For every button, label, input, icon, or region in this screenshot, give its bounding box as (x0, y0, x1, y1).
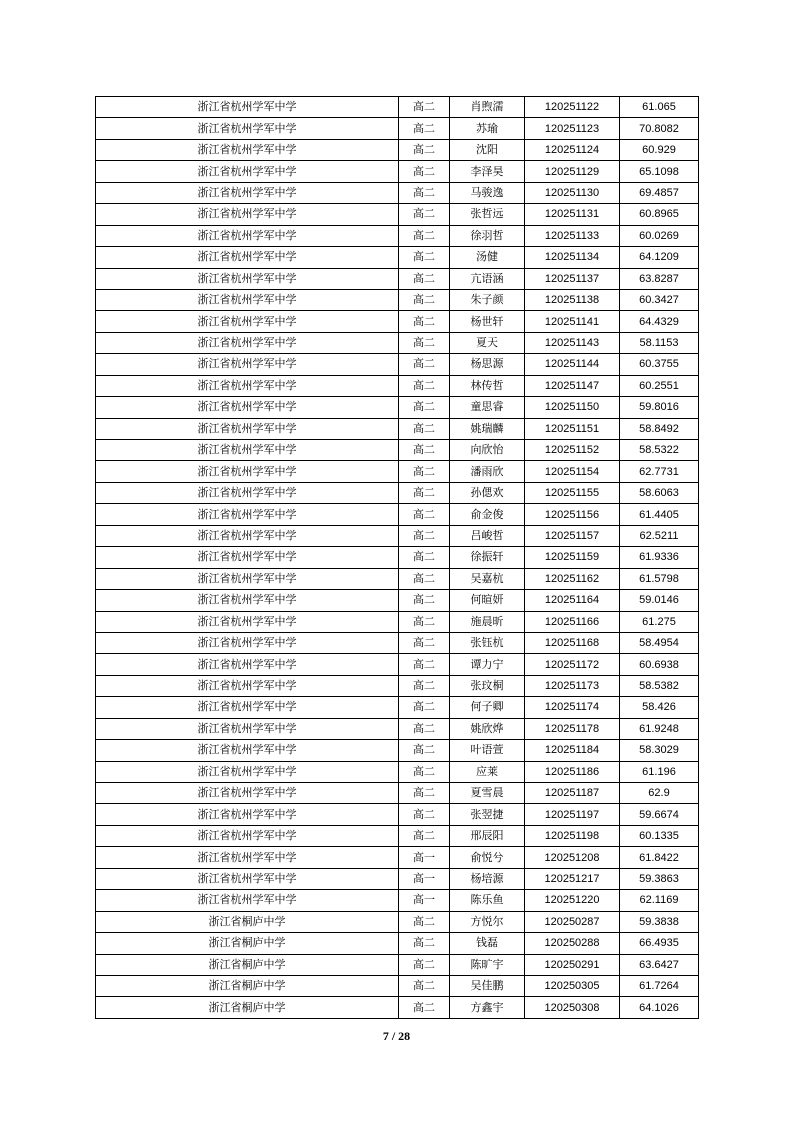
grade-cell: 高二 (399, 375, 450, 396)
grade-cell: 高二 (399, 997, 450, 1018)
student-id-cell: 120251124 (525, 139, 620, 160)
score-cell: 58.6063 (620, 482, 699, 503)
student-name-cell: 徐羽哲 (450, 225, 525, 246)
student-name-cell: 亢语涵 (450, 268, 525, 289)
school-cell: 浙江省杭州学军中学 (96, 697, 399, 718)
table-row (96, 654, 699, 675)
score-cell: 59.3863 (620, 868, 699, 889)
school-cell: 浙江省杭州学军中学 (96, 504, 399, 525)
table-row (96, 590, 699, 611)
grade-cell: 高二 (399, 525, 450, 546)
student-id-cell: 120251134 (525, 247, 620, 268)
score-cell: 60.1335 (620, 825, 699, 846)
score-cell: 59.0146 (620, 590, 699, 611)
school-cell: 浙江省杭州学军中学 (96, 654, 399, 675)
grade-cell: 高二 (399, 547, 450, 568)
grade-cell: 高二 (399, 697, 450, 718)
grade-cell: 高二 (399, 632, 450, 653)
grade-cell: 高二 (399, 654, 450, 675)
school-cell: 浙江省杭州学军中学 (96, 675, 399, 696)
school-cell: 浙江省杭州学军中学 (96, 247, 399, 268)
score-cell: 61.9248 (620, 718, 699, 739)
score-cell: 62.5211 (620, 525, 699, 546)
student-name-cell: 李泽昊 (450, 161, 525, 182)
score-cell: 65.1098 (620, 161, 699, 182)
score-cell: 58.4954 (620, 632, 699, 653)
student-id-cell: 120251154 (525, 461, 620, 482)
table-row (96, 547, 699, 568)
student-id-cell: 120251157 (525, 525, 620, 546)
student-id-cell: 120251187 (525, 783, 620, 804)
grade-cell: 高二 (399, 397, 450, 418)
student-name-cell: 姚瑞麟 (450, 418, 525, 439)
grade-cell: 高二 (399, 611, 450, 632)
score-cell: 59.3838 (620, 911, 699, 932)
table-row (96, 204, 699, 225)
table-row (96, 161, 699, 182)
score-cell: 61.8422 (620, 847, 699, 868)
school-cell: 浙江省杭州学军中学 (96, 611, 399, 632)
student-name-cell: 叶语萱 (450, 740, 525, 761)
table-row (96, 632, 699, 653)
score-cell: 64.1209 (620, 247, 699, 268)
table-row (96, 182, 699, 203)
school-cell: 浙江省杭州学军中学 (96, 590, 399, 611)
table-row (96, 718, 699, 739)
school-cell: 浙江省杭州学军中学 (96, 825, 399, 846)
grade-cell: 高二 (399, 825, 450, 846)
student-name-cell: 杨培源 (450, 868, 525, 889)
student-name-cell: 杨思源 (450, 354, 525, 375)
student-id-cell: 120250287 (525, 911, 620, 932)
school-cell: 浙江省桐庐中学 (96, 975, 399, 996)
table-row (96, 740, 699, 761)
student-id-cell: 120250308 (525, 997, 620, 1018)
grade-cell: 高二 (399, 590, 450, 611)
table-row (96, 268, 699, 289)
grade-cell: 高二 (399, 954, 450, 975)
student-id-cell: 120251129 (525, 161, 620, 182)
student-name-cell: 马骏逸 (450, 182, 525, 203)
score-table-body (96, 97, 699, 1019)
score-cell: 61.5798 (620, 568, 699, 589)
table-row (96, 975, 699, 996)
grade-cell: 高二 (399, 675, 450, 696)
grade-cell: 高二 (399, 139, 450, 160)
grade-cell: 高二 (399, 911, 450, 932)
score-cell: 64.1026 (620, 997, 699, 1018)
grade-cell: 高二 (399, 418, 450, 439)
score-cell: 58.3029 (620, 740, 699, 761)
grade-cell: 高二 (399, 568, 450, 589)
grade-cell: 高二 (399, 204, 450, 225)
school-cell: 浙江省杭州学军中学 (96, 375, 399, 396)
school-cell: 浙江省杭州学军中学 (96, 718, 399, 739)
score-cell: 61.065 (620, 97, 699, 118)
grade-cell: 高二 (399, 740, 450, 761)
table-row (96, 890, 699, 911)
score-cell: 70.8082 (620, 118, 699, 139)
grade-cell: 高二 (399, 268, 450, 289)
student-name-cell: 张玟桐 (450, 675, 525, 696)
school-cell: 浙江省杭州学军中学 (96, 182, 399, 203)
grade-cell: 高一 (399, 890, 450, 911)
student-name-cell: 钱磊 (450, 933, 525, 954)
student-id-cell: 120250291 (525, 954, 620, 975)
school-cell: 浙江省杭州学军中学 (96, 397, 399, 418)
table-row (96, 139, 699, 160)
school-cell: 浙江省杭州学军中学 (96, 332, 399, 353)
score-cell: 59.6674 (620, 804, 699, 825)
student-name-cell: 夏雪晨 (450, 783, 525, 804)
student-id-cell: 120251151 (525, 418, 620, 439)
student-name-cell: 潘雨欣 (450, 461, 525, 482)
table-row (96, 697, 699, 718)
student-name-cell: 吕峻哲 (450, 525, 525, 546)
score-cell: 60.6938 (620, 654, 699, 675)
table-row (96, 675, 699, 696)
student-id-cell: 120251152 (525, 440, 620, 461)
school-cell: 浙江省桐庐中学 (96, 911, 399, 932)
table-row (96, 804, 699, 825)
student-name-cell: 方鑫宇 (450, 997, 525, 1018)
school-cell: 浙江省杭州学军中学 (96, 139, 399, 160)
student-name-cell: 何暄妍 (450, 590, 525, 611)
grade-cell: 高二 (399, 761, 450, 782)
table-row (96, 225, 699, 246)
student-id-cell: 120251143 (525, 332, 620, 353)
school-cell: 浙江省杭州学军中学 (96, 847, 399, 868)
score-cell: 62.7731 (620, 461, 699, 482)
table-row (96, 482, 699, 503)
school-cell: 浙江省桐庐中学 (96, 997, 399, 1018)
student-id-cell: 120251168 (525, 632, 620, 653)
student-id-cell: 120251172 (525, 654, 620, 675)
student-id-cell: 120250305 (525, 975, 620, 996)
school-cell: 浙江省杭州学军中学 (96, 632, 399, 653)
school-cell: 浙江省杭州学军中学 (96, 761, 399, 782)
student-id-cell: 120251131 (525, 204, 620, 225)
student-name-cell: 杨世轩 (450, 311, 525, 332)
student-id-cell: 120250288 (525, 933, 620, 954)
grade-cell: 高一 (399, 847, 450, 868)
score-table (95, 96, 699, 1019)
score-cell: 60.0269 (620, 225, 699, 246)
student-id-cell: 120251162 (525, 568, 620, 589)
school-cell: 浙江省杭州学军中学 (96, 525, 399, 546)
table-row (96, 611, 699, 632)
student-name-cell: 孙偲欢 (450, 482, 525, 503)
table-row (96, 568, 699, 589)
student-id-cell: 120251155 (525, 482, 620, 503)
student-name-cell: 肖煦濡 (450, 97, 525, 118)
table-row (96, 247, 699, 268)
school-cell: 浙江省杭州学军中学 (96, 804, 399, 825)
student-id-cell: 120251173 (525, 675, 620, 696)
score-cell: 62.1169 (620, 890, 699, 911)
grade-cell: 高二 (399, 933, 450, 954)
student-id-cell: 120251122 (525, 97, 620, 118)
student-id-cell: 120251130 (525, 182, 620, 203)
grade-cell: 高二 (399, 97, 450, 118)
table-row (96, 289, 699, 310)
score-cell: 61.9336 (620, 547, 699, 568)
school-cell: 浙江省杭州学军中学 (96, 225, 399, 246)
table-row (96, 954, 699, 975)
grade-cell: 高二 (399, 354, 450, 375)
school-cell: 浙江省杭州学军中学 (96, 204, 399, 225)
school-cell: 浙江省杭州学军中学 (96, 890, 399, 911)
student-id-cell: 120251184 (525, 740, 620, 761)
student-id-cell: 120251144 (525, 354, 620, 375)
table-row (96, 97, 699, 118)
score-cell: 69.4857 (620, 182, 699, 203)
score-cell: 60.8965 (620, 204, 699, 225)
student-id-cell: 120251138 (525, 289, 620, 310)
grade-cell: 高二 (399, 783, 450, 804)
score-cell: 61.4405 (620, 504, 699, 525)
school-cell: 浙江省杭州学军中学 (96, 482, 399, 503)
table-row (96, 525, 699, 546)
student-name-cell: 施晨昕 (450, 611, 525, 632)
student-name-cell: 朱子颜 (450, 289, 525, 310)
score-cell: 60.929 (620, 139, 699, 160)
student-name-cell: 邢辰阳 (450, 825, 525, 846)
score-cell: 58.426 (620, 697, 699, 718)
student-id-cell: 120251208 (525, 847, 620, 868)
student-id-cell: 120251166 (525, 611, 620, 632)
student-name-cell: 方悦尔 (450, 911, 525, 932)
grade-cell: 高二 (399, 289, 450, 310)
school-cell: 浙江省桐庐中学 (96, 954, 399, 975)
student-id-cell: 120251156 (525, 504, 620, 525)
table-row (96, 761, 699, 782)
student-id-cell: 120251133 (525, 225, 620, 246)
student-name-cell: 汤健 (450, 247, 525, 268)
table-row (96, 911, 699, 932)
school-cell: 浙江省杭州学军中学 (96, 440, 399, 461)
table-row (96, 997, 699, 1018)
student-id-cell: 120251197 (525, 804, 620, 825)
table-row (96, 118, 699, 139)
score-cell: 61.196 (620, 761, 699, 782)
student-id-cell: 120251141 (525, 311, 620, 332)
table-row (96, 418, 699, 439)
grade-cell: 高二 (399, 718, 450, 739)
score-cell: 63.6427 (620, 954, 699, 975)
score-cell: 66.4935 (620, 933, 699, 954)
student-name-cell: 应莱 (450, 761, 525, 782)
school-cell: 浙江省杭州学军中学 (96, 118, 399, 139)
school-cell: 浙江省桐庐中学 (96, 933, 399, 954)
student-id-cell: 120251150 (525, 397, 620, 418)
score-cell: 61.275 (620, 611, 699, 632)
student-name-cell: 吴嘉杭 (450, 568, 525, 589)
grade-cell: 高二 (399, 804, 450, 825)
student-name-cell: 何子卿 (450, 697, 525, 718)
student-name-cell: 俞金俊 (450, 504, 525, 525)
score-cell: 60.3427 (620, 289, 699, 310)
student-name-cell: 夏天 (450, 332, 525, 353)
student-name-cell: 姚欣烨 (450, 718, 525, 739)
school-cell: 浙江省杭州学军中学 (96, 161, 399, 182)
student-name-cell: 徐振轩 (450, 547, 525, 568)
score-cell: 63.8287 (620, 268, 699, 289)
student-id-cell: 120251164 (525, 590, 620, 611)
grade-cell: 高一 (399, 868, 450, 889)
table-row (96, 783, 699, 804)
student-name-cell: 沈阳 (450, 139, 525, 160)
grade-cell: 高二 (399, 504, 450, 525)
school-cell: 浙江省杭州学军中学 (96, 268, 399, 289)
student-name-cell: 童思睿 (450, 397, 525, 418)
student-id-cell: 120251198 (525, 825, 620, 846)
score-cell: 64.4329 (620, 311, 699, 332)
student-id-cell: 120251220 (525, 890, 620, 911)
page-number: 7 / 28 (382, 1029, 411, 1043)
score-cell: 58.5322 (620, 440, 699, 461)
student-name-cell: 向欣怡 (450, 440, 525, 461)
table-row (96, 825, 699, 846)
student-id-cell: 120251159 (525, 547, 620, 568)
score-cell: 58.8492 (620, 418, 699, 439)
table-row (96, 440, 699, 461)
grade-cell: 高二 (399, 311, 450, 332)
school-cell: 浙江省杭州学军中学 (96, 868, 399, 889)
student-name-cell: 张钰杭 (450, 632, 525, 653)
grade-cell: 高二 (399, 440, 450, 461)
table-row (96, 461, 699, 482)
school-cell: 浙江省杭州学军中学 (96, 97, 399, 118)
student-name-cell: 谭力宁 (450, 654, 525, 675)
table-row (96, 311, 699, 332)
table-row (96, 375, 699, 396)
table-row (96, 397, 699, 418)
school-cell: 浙江省杭州学军中学 (96, 547, 399, 568)
table-row (96, 868, 699, 889)
grade-cell: 高二 (399, 161, 450, 182)
student-id-cell: 120251178 (525, 718, 620, 739)
table-row (96, 354, 699, 375)
score-cell: 58.1153 (620, 332, 699, 353)
student-id-cell: 120251137 (525, 268, 620, 289)
table-row (96, 847, 699, 868)
student-name-cell: 张翌捷 (450, 804, 525, 825)
grade-cell: 高二 (399, 225, 450, 246)
school-cell: 浙江省杭州学军中学 (96, 289, 399, 310)
student-id-cell: 120251186 (525, 761, 620, 782)
grade-cell: 高二 (399, 975, 450, 996)
grade-cell: 高二 (399, 482, 450, 503)
student-id-cell: 120251217 (525, 868, 620, 889)
student-name-cell: 吴佳鹏 (450, 975, 525, 996)
score-cell: 62.9 (620, 783, 699, 804)
student-name-cell: 俞悦兮 (450, 847, 525, 868)
student-name-cell: 陈乐鱼 (450, 890, 525, 911)
table-row (96, 933, 699, 954)
student-id-cell: 120251174 (525, 697, 620, 718)
grade-cell: 高二 (399, 332, 450, 353)
score-cell: 58.5382 (620, 675, 699, 696)
student-id-cell: 120251123 (525, 118, 620, 139)
student-id-cell: 120251147 (525, 375, 620, 396)
grade-cell: 高二 (399, 182, 450, 203)
school-cell: 浙江省杭州学军中学 (96, 354, 399, 375)
table-row (96, 332, 699, 353)
student-name-cell: 陈旷宇 (450, 954, 525, 975)
score-cell: 60.2551 (620, 375, 699, 396)
school-cell: 浙江省杭州学军中学 (96, 740, 399, 761)
school-cell: 浙江省杭州学军中学 (96, 418, 399, 439)
score-cell: 59.8016 (620, 397, 699, 418)
school-cell: 浙江省杭州学军中学 (96, 311, 399, 332)
student-name-cell: 林传哲 (450, 375, 525, 396)
school-cell: 浙江省杭州学军中学 (96, 568, 399, 589)
grade-cell: 高二 (399, 118, 450, 139)
student-name-cell: 苏瑜 (450, 118, 525, 139)
school-cell: 浙江省杭州学军中学 (96, 461, 399, 482)
score-cell: 61.7264 (620, 975, 699, 996)
grade-cell: 高二 (399, 461, 450, 482)
school-cell: 浙江省杭州学军中学 (96, 783, 399, 804)
table-row (96, 504, 699, 525)
grade-cell: 高二 (399, 247, 450, 268)
student-name-cell: 张哲远 (450, 204, 525, 225)
score-cell: 60.3755 (620, 354, 699, 375)
